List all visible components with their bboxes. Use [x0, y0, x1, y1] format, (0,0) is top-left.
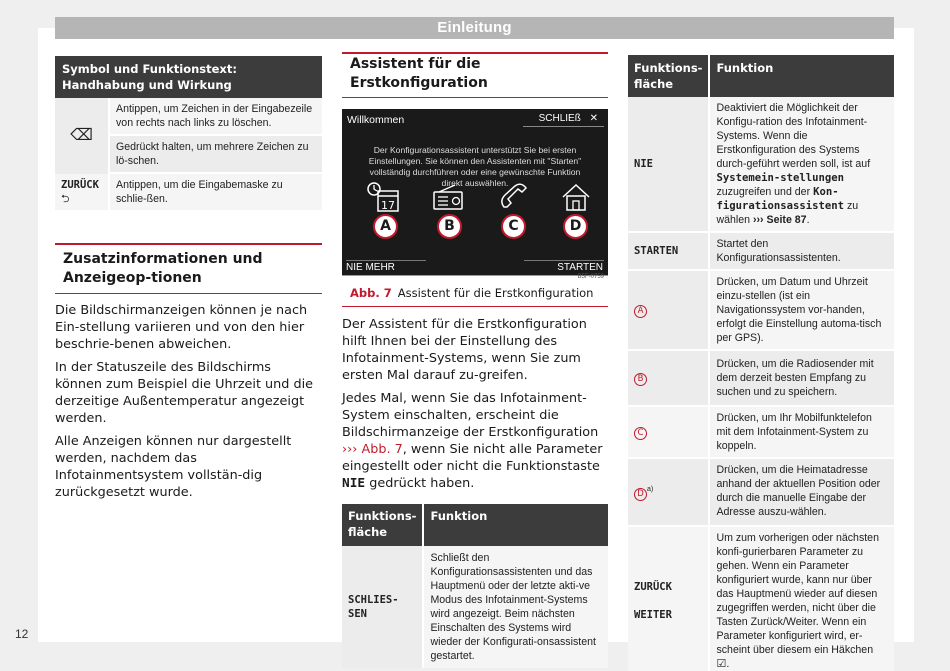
left-column: [55, 56, 322, 501]
header-funktion: Funktion: [710, 55, 894, 97]
ref-arrow-icon: ›››: [752, 214, 764, 226]
text-run: Deaktiviert die Möglichkeit der Konfigu-ration des Infotainment-Systems. Wenn die Erstkonfiguration des Systems durch-geführt werden soll, ist auf: [716, 102, 871, 170]
d-text: Drücken, um die Heimatadresse anhand der aktuellen Position oder durch die manuelle Eingabe der Adresse auszu-wählen.: [710, 459, 894, 527]
c-text: Drücken, um Ihr Mobilfunktelefon mit dem Infotainment-System zu koppeln.: [710, 407, 894, 459]
b-text: Drücken, um die Radiosender mit dem derzeit besten Empfang zu suchen und zu speichern.: [710, 351, 894, 407]
close-button[interactable]: [523, 111, 604, 127]
paragraph: Der Assistent für die Erstkonfiguration hilft Ihnen bei der Einstellung des Infotainment-Systems, wenn Sie zum ersten Mal darauf zu-greifen.: [342, 317, 587, 383]
badge-c: C: [634, 427, 647, 440]
starten-text: Startet den Konfigurationsassistenten.: [710, 233, 894, 271]
screen-info-text: Der Konfigurationsassistent unterstützt Sie bei ersten Einstellungen. Sie können den Assistenten mit "Starten" vollständig durchführen oder eine gewünschte Funktion direkt auswählen.: [368, 145, 582, 188]
button-a[interactable]: A: [373, 214, 398, 239]
calendar-clock-icon: [366, 181, 402, 213]
figure-label: Abb. 7: [350, 286, 392, 300]
zurueck-key: ZURÜCK: [634, 581, 672, 593]
starten-key: STARTEN: [628, 233, 710, 271]
badge-d: D: [634, 488, 647, 501]
badge-c-cell: [628, 407, 710, 459]
text-run: zuzugreifen und der: [716, 186, 811, 198]
paragraph: [342, 390, 608, 492]
text-run: , wenn Sie nicht alle Parameter eingestellt oder nicht die Funktionstaste: [342, 442, 603, 474]
figure-code: B5F-0759: [577, 274, 604, 280]
zurueck-key: [55, 174, 110, 210]
section-heading-assistent: Assistent für die Erstkonfiguration: [342, 52, 608, 98]
infotainment-screen: [342, 109, 608, 276]
badge-b: B: [634, 373, 647, 386]
return-arrow-icon: ⮌: [61, 193, 70, 205]
zurueck-weiter-keys: [628, 527, 710, 671]
text-run: gedrückt haben.: [369, 476, 475, 491]
page-number: 12: [15, 627, 29, 641]
badge-a: A: [634, 305, 647, 318]
footer-divider: [346, 260, 426, 261]
text-run: zu wählen: [716, 200, 859, 226]
ref-arrow-icon: ›››: [342, 442, 358, 457]
nie-mehr-button[interactable]: NIE MEHR: [346, 262, 395, 273]
text-run: .: [806, 214, 810, 226]
header-funktionsflaeche: Funktions-fläche: [342, 504, 424, 546]
close-label: SCHLIEß: [538, 113, 581, 124]
figure-caption: [342, 286, 608, 307]
radio-icon: [431, 181, 467, 213]
page-link[interactable]: Seite 87: [766, 214, 807, 226]
figure-link[interactable]: Abb. 7: [361, 442, 403, 457]
home-icon: [558, 181, 594, 213]
backspace-tap-text: Antippen, um Zeichen in der Eingabezeile von rechts nach links zu löschen.: [110, 98, 322, 136]
footnote-marker: a): [647, 486, 654, 494]
header-funktionsflaeche: Funktions-fläche: [628, 55, 710, 97]
badge-a-cell: [628, 271, 710, 351]
button-b[interactable]: B: [437, 214, 462, 239]
a-text: Drücken, um Datum und Uhrzeit einzu-stellen (ist ein Navigationssystem vor-handen, erfolgt die Einstellung automa-tisch per GPS).: [710, 271, 894, 351]
zurueck-text: Antippen, um die Eingabemaske zu schlie-ßen.: [110, 174, 322, 210]
checkbox-tick-icon: ☑: [716, 658, 727, 670]
schliessen-key: SCHLIES-SEN: [342, 546, 424, 668]
nie-key: NIE: [628, 97, 710, 233]
function-table-middle: [342, 504, 608, 668]
header-funktion: Funktion: [424, 504, 608, 546]
key-label: Systemein-stellungen: [716, 172, 845, 184]
footer-divider: [524, 260, 604, 261]
starten-button[interactable]: STARTEN: [557, 262, 603, 273]
schliessen-text: Schließt den Konfigurationsassistenten und das Hauptmenü oder der letzte akti-ve Modus des Infotainment-Systems wird angezeigt. Beim nächsten Einschalten des Systems wird wieder der Konfigurati-onsassistent gestartet.: [424, 546, 608, 668]
text-run: Jedes Mal, wenn Sie das Infotainment-System einschalten, erscheint die Bildschirmanzeige der Erstkonfiguration: [342, 391, 599, 440]
middle-column: [342, 52, 608, 668]
close-icon: ✕: [589, 113, 598, 124]
button-d[interactable]: D: [563, 214, 588, 239]
figure-caption-text: Assistent für die Erstkonfiguration: [397, 286, 594, 300]
button-c[interactable]: C: [501, 214, 526, 239]
key-label: Kon-figurationsassistent: [716, 186, 845, 212]
section-heading-zusatzinfo: Zusatzinformationen und Anzeigeop-tionen: [55, 243, 322, 294]
phone-icon: [495, 181, 531, 213]
key-label: NIE: [342, 476, 366, 491]
paragraph: In der Statuszeile des Bildschirms können zum Beispiel die Uhrzeit und die derzeitige Außentemperatur angezeigt werden.: [55, 360, 314, 426]
backspace-icon: ⌫: [55, 98, 110, 174]
screen-title: Willkommen: [347, 114, 405, 126]
nie-text: [710, 97, 894, 233]
text-run: .: [726, 658, 730, 670]
backspace-hold-text: Gedrückt halten, um mehrere Zeichen zu lö-schen.: [110, 136, 322, 174]
badge-b-cell: [628, 351, 710, 407]
nav-text: [710, 527, 894, 671]
calendar-day: 17: [381, 199, 395, 212]
text-run: Um zum vorherigen oder nächsten konfi-gurierbaren Parameter zu gehen. Wenn ein Parameter konfiguriert wurde, kann nur über das Hauptmenü wieder auf diesen zugegriffen werden, nicht über die Tasten Zurück/Weiter. Wenn ein Parameter konfiguriert wird, er-scheint über diesem ein Häkchen: [716, 532, 879, 656]
function-table-right: [628, 55, 894, 671]
symbol-table-header: Symbol und Funktionstext: Handhabung und Wirkung: [55, 56, 322, 98]
paragraph: Die Bildschirmanzeigen können je nach Ein-stellung variieren und von den hier beschrie-benen abweichen.: [55, 303, 308, 352]
symbol-table: [55, 56, 322, 210]
badge-d-cell: [628, 459, 710, 527]
right-column: [628, 55, 894, 671]
section-banner: Einleitung: [55, 17, 894, 39]
paragraph: Alle Anzeigen können nur dargestellt werden, nachdem das Infotainmentsystem vollstän-dig zurückgesetzt wurde.: [55, 434, 292, 500]
weiter-key: WEITER: [634, 609, 672, 621]
zurueck-label: ZURÜCK: [61, 179, 99, 191]
